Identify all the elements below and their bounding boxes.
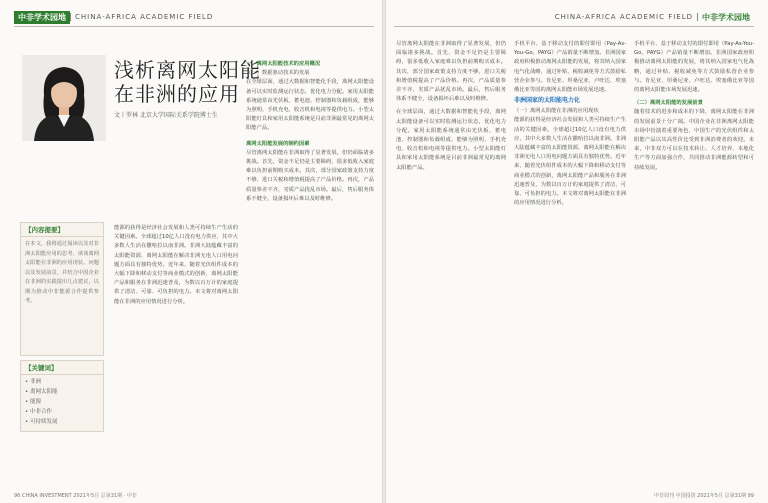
title-line-1: 浅析离网太阳能: [114, 58, 261, 82]
abstract-text: 在本文，我将通过阅读以及对非洲太阳能应用的思考，谈谈离网太阳能在非洲的应用现状、问题以及发展前景，并结合中国企业在非洲的实践提出几点建议，以期为推动中非能源合作提供参考。: [25, 241, 99, 304]
body-text: 尽管离网太阳能在非洲取得了显著发展，但仍面临诸多挑战。首先，资金不足仍是主要障碍，很多低收入家庭难以负担前期购买成本。其次，部分国家政策支持力度不够，进口关税和增值税提高了产品价格。再次，产品质量参差不齐，劣质产品扰乱市场。最后，售后服务体系不健全，设备损坏后难以及时维修。: [396, 41, 506, 103]
body-column-2: [246, 60, 374, 482]
body-column-1: [114, 224, 238, 482]
keywords-list: [21, 375, 103, 429]
keyword-item: • 中非合作: [25, 409, 52, 415]
keyword-item: • 能源: [25, 399, 41, 405]
body-text: 随着技术的进步和成本的下降，离网太阳能在非洲的发展前景十分广阔。中国企业在非洲离网太阳能市场中扮演着重要角色，中国生产的光伏组件和太阳能产品以其高性价比受到非洲消费者的欢迎。未来，中非双方可以在技术转让、人才培养、本地化生产等方面加强合作，共同推动非洲能源转型和可持续发展。: [634, 109, 754, 171]
right-page-header: [551, 10, 754, 24]
section-tag-cn: 中非学术园地: [14, 11, 70, 24]
title-line-2: 在非洲的应用: [114, 82, 240, 106]
body-column-5: [634, 40, 754, 482]
section-heading: 离网太阳能发展的制约因素: [246, 140, 310, 147]
abstract-heading: 【内容提要】: [21, 223, 103, 237]
body-text: 手机平台、基于移动支付的即付即用（Pay-As-You-Go，PAYG）产品销量不断增加。非洲国家政府积极推动离网太阳能的发展，将其纳入国家电气化战略，通过补贴、税收减免等方式鼓励私营企业参与。肯尼亚、坦桑尼亚、卢旺达、埃塞俄比亚等国的离网太阳能市场发展迅速。: [514, 41, 626, 94]
body-text: 能源的获得是经济社会发展和人类可持续生产生活的关键因素。全球超过10亿人口没有电力供应，其中大多数人生活在撒哈拉以南非洲。非洲大陆蕴藏丰富的太阳能资源，离网太阳能在解决非洲无电人口用电问题方面具有独特优势。近年来，随着光伏组件成本的大幅下降和移动支付等商业模式的创新，离网太阳能产品和服务在非洲迅速普及，为数以百万计的家庭提供了清洁、可靠、可负担的电力。本文将对离网太阳能在非洲的应用情况进行分析。: [514, 117, 626, 207]
keyword-item: • 非洲: [25, 379, 41, 385]
body-text: 在全球层面，通过大数据和智能化手段，离网太阳能设备可以实时监测运行状态，优化电力分配。家用太阳能系统通常由光伏板、蓄电池、控制器和负载组成，能够为照明、手机充电、收音机和电视等提供电力。小型太阳能灯具和家用太阳能系统是目前非洲最常见的离网太阳能产品。: [396, 109, 506, 171]
right-page-footer: 中非周刊 中国投资 2021年5月 总第31期 99: [654, 493, 754, 499]
body-column-4: [514, 40, 626, 482]
section-heading: 一、离网太阳能技术的应用概况: [246, 61, 321, 67]
keywords-heading: 【关键词】: [21, 361, 103, 375]
author-photo: [22, 55, 106, 141]
section-heading: 非洲国家的太阳能电力化: [514, 97, 581, 105]
subsection-heading: （二）离网太阳能的发展前景: [634, 100, 703, 107]
body-text: 能源的获得是经济社会发展和人类可持续生产生活的关键因素。全球超过10亿人口没有电力供应，其中大多数人生活在撒哈拉以南非洲。非洲大陆蕴藏丰富的太阳能资源，离网太阳能在解决非洲无电人口用电问题方面具有独特优势。近年来，随着光伏组件成本的大幅下降和移动支付等商业模式的创新，离网太阳能产品和服务在非洲迅速普及，为数以百万计的家庭提供了清洁、可靠、可负担的电力。本文将对离网太阳能在非洲的应用情况进行分析。: [114, 225, 238, 305]
left-page-footer: 96 CHINA INVESTMENT 2021年5月 总第31期 · 中非: [14, 493, 137, 499]
keyword-item: • 可持续发展: [25, 419, 58, 425]
header-rule-right: [394, 26, 754, 27]
keywords-box: [20, 360, 104, 432]
header-rule-left: [14, 26, 374, 27]
page-gutter: [382, 0, 386, 503]
section-tag-en: CHINA-AFRICA ACADEMIC FIELD: [70, 13, 217, 21]
body-column-3: [396, 40, 506, 482]
body-text: 在全球层面，通过大数据和智能化手段，离网太阳能设备可以实时监测运行状态，优化电力分配。家用太阳能系统通常由光伏板、蓄电池、控制器和负载组成，能够为照明、手机充电、收音机和电视等提供电力。小型太阳能灯具和家用太阳能系统是目前非洲最常见的离网太阳能产品。: [246, 79, 374, 132]
section-tag-en-right: CHINA-AFRICA ACADEMIC FIELD: [551, 13, 698, 21]
author-byline: 文丨罗林 北京大学国际关系学院博士生: [114, 112, 218, 119]
abstract-box: [20, 222, 104, 356]
keyword-item: • 离网太阳能: [25, 389, 58, 395]
section-tag-cn-right: 中非学术园地: [702, 12, 750, 22]
subsection-heading: （一）数据驱动技术的发展: [246, 70, 310, 77]
body-text: 手机平台、基于移动支付的即付即用（Pay-As-You-Go，PAYG）产品销量不断增加。非洲国家政府积极推动离网太阳能的发展，将其纳入国家电气化战略，通过补贴、税收减免等方式鼓励私营企业参与。肯尼亚、坦桑尼亚、卢旺达、埃塞俄比亚等国的离网太阳能市场发展迅速。: [634, 41, 754, 94]
body-text: 尽管离网太阳能在非洲取得了显著发展，但仍面临诸多挑战。首先，资金不足仍是主要障碍，很多低收入家庭难以负担前期购买成本。其次，部分国家政策支持力度不够，进口关税和增值税提高了产品价格。再次，产品质量参差不齐，劣质产品扰乱市场。最后，售后服务体系不健全，设备损坏后难以及时维修。: [246, 149, 374, 202]
article-title: [114, 58, 264, 106]
subsection-heading: （一）离网太阳能在非洲的应用现状: [514, 108, 599, 115]
left-page-header: [14, 10, 217, 24]
